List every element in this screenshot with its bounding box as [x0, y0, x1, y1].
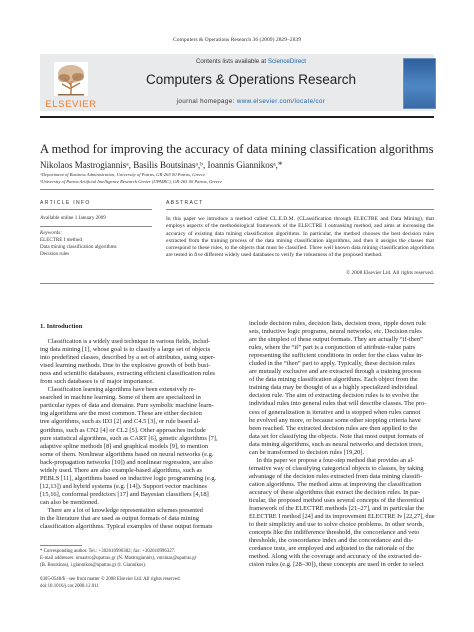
- body-text-line: concepts like the indifference threshold, the concordance and veto: [249, 529, 420, 537]
- contents-line: [102, 58, 400, 65]
- keyword: ELECTRE I method: [40, 237, 82, 243]
- body-text-line: been reached. The extracted decision rules are then applied to the: [249, 424, 418, 432]
- body-text-line: ternative way of classifying categorical objects to classes, by taking: [249, 464, 424, 472]
- body-text-line: are the simplest of these output formats. They are actually “if-then”: [249, 336, 423, 344]
- affiliation-b: ᵇUniversity of Patras Artificial Intelligence Research Center (UPAIRC), GR-265 00 Patras, Greece: [40, 179, 223, 184]
- body-text-line: advantage of the decision rules extracted from data mining classifi-: [249, 472, 423, 480]
- journal-title: Computers & Operations Research: [145, 72, 357, 87]
- affiliation-a: ᵃDepartment of Business Administration, University of Patras, GR-265 00 Patras, Greece: [40, 172, 206, 177]
- body-text-line: cluded in the “then” part to apply. Typically, these decision rules: [249, 360, 415, 368]
- body-text-line: [12,13]) and hybrid systems (e.g. [14]). Support vector machines: [40, 482, 207, 490]
- publisher-logo: ELSEVIER: [45, 99, 97, 110]
- body-text-line: framework of the ELECTRE methods [21–27], and in particular the: [249, 505, 424, 513]
- body-text-line: to their simplicity and use to solve choice problems. In other words,: [249, 521, 425, 529]
- homepage-link[interactable]: www.elsevier.com/locate/cor: [236, 98, 326, 105]
- footnote-email-cont: (B. Boutsinas), i.giannikos@upatras.gr (I. Giannikos).: [40, 563, 147, 568]
- abstract-text: In this paper we introduce a method called CL.E.D.M. (CLassification through ELECTRE and Data Mining), that employs aspects of the methodological framework of the ELECTRE I outranking method, and aims at increasing the accuracy of existing data mining classification algorithms. In particular, the method chooses the best decision rules extracted from the training process of the data mining classification algorithms, and then it assigns the classes that correspond to these rules, to the objects that must be classified. Three well known data mining classification algorithms are tested in five different widely used databases to verify the robustness of the proposed method.: [166, 216, 434, 259]
- footnote-corresponding-author: * Corresponding author. Tel.: +302610996382; fax: +302610996327.: [40, 549, 176, 554]
- paper-title: A method for improving the accuracy of data mining classification algorithms: [40, 142, 434, 156]
- article-history-rule: [40, 226, 152, 227]
- body-text-line: In this paper we propose a four-step method that provides an al-: [256, 456, 415, 464]
- body-text-line: Classification learning algorithms have been extensively re-: [47, 386, 196, 394]
- abstract-bottom-rule: [40, 283, 434, 284]
- body-text-line: can also be mentioned.: [40, 498, 99, 506]
- body-text-line: in the literature that are used as output formats of data mining: [40, 515, 199, 523]
- body-text-line: gorithms, such as CN2 [4] or CL2 [5]. Other approaches include: [40, 426, 206, 434]
- body-text-line: [15,16], conformal predictors [17] and Bayesian classifiers [4,18]: [40, 490, 209, 498]
- article-info-rule: [40, 209, 152, 210]
- body-text-line: widely used. There are also example-based algorithms, such as: [40, 466, 202, 474]
- body-text-line: adaptive spline methods [8] and graphical models [9], to mention: [40, 442, 209, 450]
- body-text-line: data mining algorithms, such as neural networks and decision trees,: [249, 440, 423, 448]
- homepage-line: [102, 98, 400, 105]
- body-text-line: ticular, the proposed method uses several concepts of the theoretical: [249, 497, 425, 505]
- body-text-line: cordance tests, are employed and adjusted to the rationale of the: [249, 545, 414, 553]
- keyword: Data mining classification algorithms: [40, 244, 117, 250]
- author-list: Nikolaos Mastrogiannisᵃ, Basilis Boutsinasᵃ,ᵇ, Ioannis Giannikosᵃ,*: [40, 160, 283, 170]
- left-text-column: [40, 338, 230, 531]
- body-text-line: training data may be thought of as a highly specialized individual: [249, 384, 418, 392]
- header-rule: [40, 116, 434, 118]
- body-text-line: accuracy of these algorithms that extract the decision rules. In par-: [249, 488, 421, 496]
- abstract-heading: ABSTRACT: [166, 200, 204, 206]
- body-text-line: pure statistical algorithms, such as CART [6], genetic algorithms [7],: [40, 434, 218, 442]
- doi-line: doi:10.1016/j.cor.2008.12.011: [40, 584, 99, 589]
- body-text-line: cation algorithms. The method aims at improving the classification: [249, 480, 422, 488]
- sciencedirect-link[interactable]: ScienceDirect: [267, 58, 307, 65]
- body-text-line: tree algorithms, such as ID3 [2] and C4.5 [3], or rule based al-: [40, 418, 201, 426]
- homepage-prefix: journal homepage:: [176, 98, 235, 105]
- issn-line: 0305-0548/$ - see front matter © 2008 Elsevier Ltd. All rights reserved.: [40, 577, 181, 582]
- body-text-line: representing the sufficient conditions in order for the class value in-: [249, 352, 424, 360]
- body-text-line: into predefined classes, described by a set of attributes, using super-: [40, 354, 216, 362]
- body-text-line: from such databases is of major importance.: [40, 378, 154, 386]
- body-text-line: decision rule. The aim of extracting decision rules is to evolve the: [249, 392, 419, 400]
- body-text-line: method. Along with the coverage and accuracy of the extracted de-: [249, 553, 422, 561]
- abstract-rule: [166, 209, 434, 210]
- footnote-email: E-mail addresses: nmastro@upatras.gr (N. Mastrogiannis), vutsinas@upatras.gr: [40, 556, 197, 561]
- keyword: Decision rules: [40, 251, 70, 257]
- body-text-line: classification algorithms. Typical examples of these output formats: [40, 523, 213, 531]
- body-text-line: searched in machine learning. Some of them are specialized in: [40, 394, 201, 402]
- contents-prefix: Contents lists available at: [195, 58, 267, 65]
- body-text-line: back-propagation networks [10]) and nonlinear regression, are also: [40, 458, 213, 466]
- body-text-line: sets, inductive logic programs, neural networks, etc. Decision rules: [249, 328, 422, 336]
- body-text-line: cision rules (e.g. [28–30]), these concepts are used in order to select: [249, 561, 424, 569]
- body-text-line: ing data mining [1], whose goal is to classify a large set of objects: [40, 346, 211, 354]
- body-text-line: rules, where the “if” part is a conjunction of attribute-value pairs: [249, 344, 416, 352]
- body-text-line: PEBLS [11], algorithms based on inductive logic programming (e.g.: [40, 474, 217, 482]
- affiliation-rule: [40, 189, 434, 190]
- article-info-heading: ARTICLE INFO: [40, 200, 91, 206]
- body-text-line: are mutually exclusive and are extracted through a training process: [249, 368, 422, 376]
- body-text-line: ness and scientific databases, extracting efficient classification rules: [40, 370, 216, 378]
- body-text-line: can be transformed to decision rules [19,20].: [249, 448, 365, 456]
- body-text-line: data set for classifying the objects. Note that most output formats of: [249, 432, 424, 440]
- body-text-line: be evolved any more, or because some other stopping criteria have: [249, 416, 421, 424]
- available-online: Available online 1 January 2009: [40, 215, 106, 221]
- right-text-column: [249, 320, 435, 569]
- body-text-line: of the data mining classification algorithms. Each object from the: [249, 376, 418, 384]
- body-text-line: thresholds, the concordance index and the concordance and dis-: [249, 537, 414, 545]
- body-text-line: Classification is a widely used technique in various fields, includ-: [47, 338, 211, 345]
- abstract-copyright: © 2008 Elsevier Ltd. All rights reserved.: [346, 270, 434, 276]
- section-heading: 1. Introduction: [40, 323, 83, 330]
- body-text-line: particular types of data and domains. Pure symbolic machine learn-: [40, 402, 214, 410]
- journal-reference: Computers & Operations Research 36 (2009) 2829–2839: [172, 37, 301, 43]
- body-text-line: some of them. Nonlinear algorithms based on neural networks (e.g.: [40, 450, 214, 458]
- body-text-line: vised learning methods. Due to the explosive growth of both busi-: [40, 362, 211, 370]
- journal-cover-image: [403, 58, 436, 109]
- body-text-line: ing algorithms are the most common. These are either decision: [40, 410, 202, 418]
- body-text-line: individual rules into general rules that will describe classes. The pro-: [249, 400, 427, 408]
- body-text-line: ELECTRE I method [24] and its improvement ELECTRE Iv [22,27], due: [249, 513, 435, 521]
- keywords-label: Keywords:: [40, 230, 62, 236]
- footnote-rule: [40, 545, 82, 546]
- body-text-line: include decision rules, decision lists, decision trees, ripple down rule: [249, 320, 426, 327]
- body-text-line: cess of generalization is iterative and is stopped when rules cannot: [249, 408, 421, 416]
- body-text-line: There are a lot of knowledge representation schemes presented: [47, 506, 203, 514]
